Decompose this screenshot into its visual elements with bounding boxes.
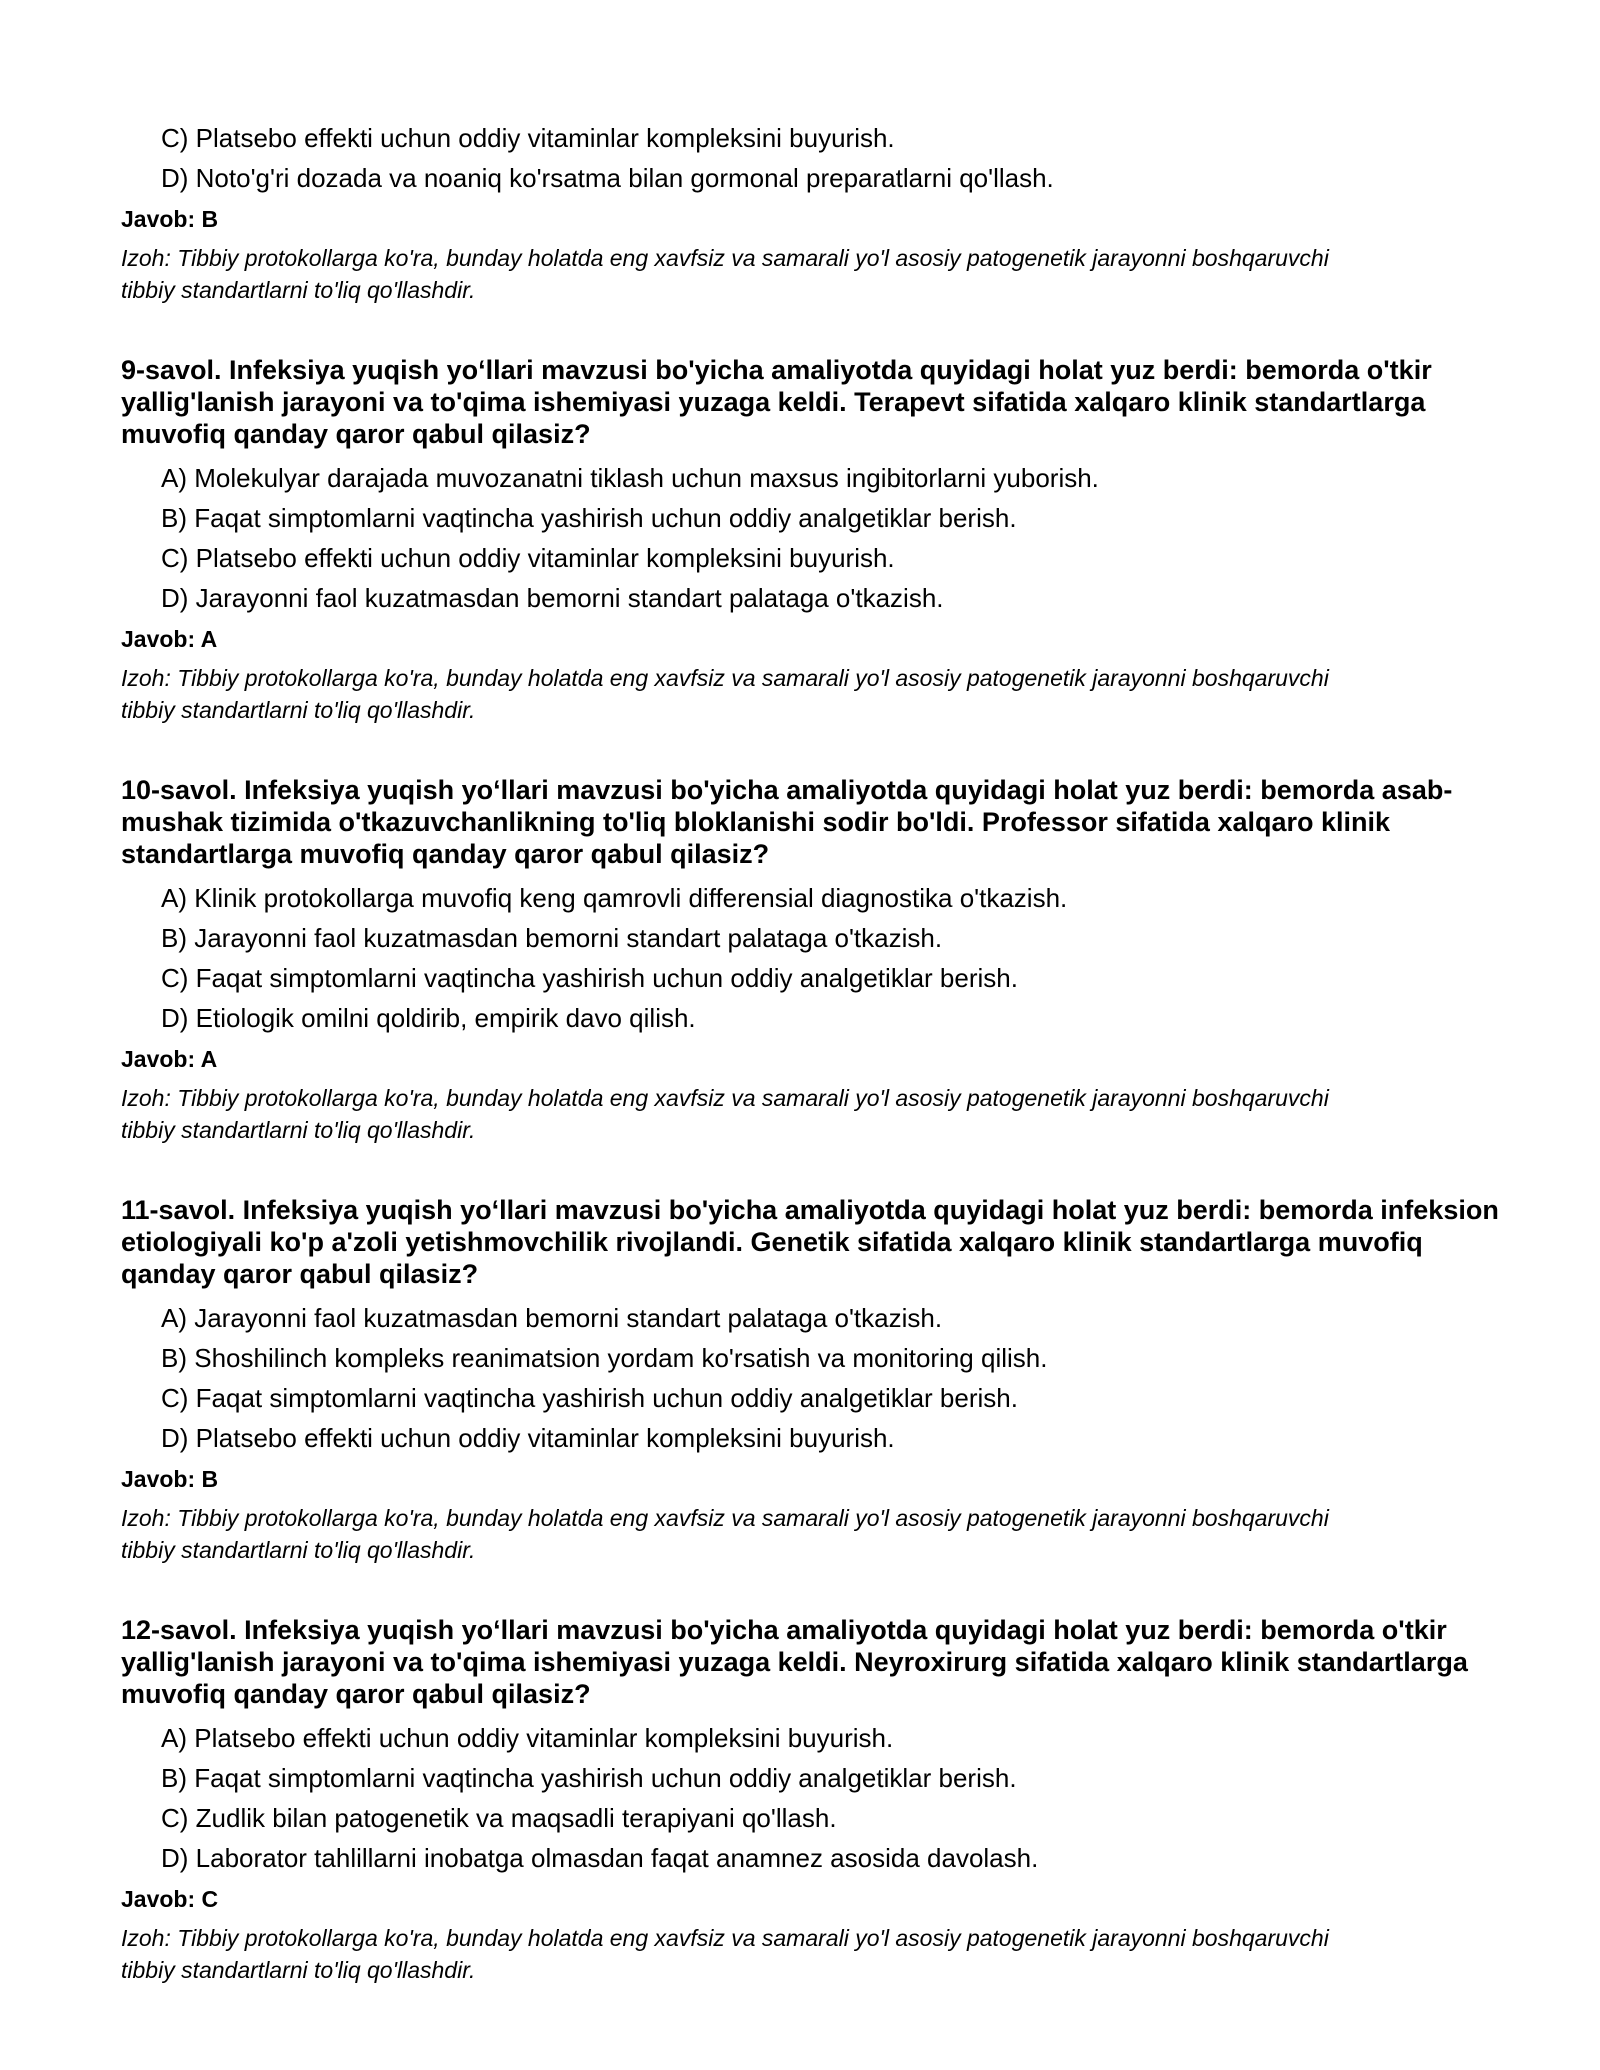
question-8-continuation: [121, 118, 1501, 306]
question-text: 11-savol. Infeksiya yuqish yo‘llari mavzusi bo'yicha amaliyotda quyidagi holat yuz berdi: bemorda infeksion etiologiyali ko'p a'zoli yetishmovchilik rivojlandi. Genetik sifatida xalqaro klinik standartlarga muvofiq qanday qaror qabul qilasiz?: [121, 1195, 1499, 1289]
explanation-note: Izoh: Tibbiy protokollarga ko'ra, bunday holatda eng xavfsiz va samarali yo'l asosiy patogenetik jarayonni boshqaruvchi tibbiy standartlarni to'liq qo'llashdir.: [121, 665, 1329, 723]
option-d: D) Etiologik omilni qoldirib, empirik davo qilish.: [161, 1003, 696, 1033]
option-a: A) Platsebo effekti uchun oddiy vitaminlar kompleksini buyurish.: [161, 1723, 894, 1753]
option-d: D) Noto'g'ri dozada va noaniq ko'rsatma bilan gormonal preparatlarni qo'llash.: [161, 163, 1054, 193]
explanation-note: Izoh: Tibbiy protokollarga ko'ra, bunday holatda eng xavfsiz va samarali yo'l asosiy patogenetik jarayonni boshqaruvchi tibbiy standartlarni to'liq qo'llashdir.: [121, 245, 1329, 303]
option-d: D) Laborator tahlillarni inobatga olmasdan faqat anamnez asosida davolash.: [161, 1843, 1039, 1873]
option-a: A) Molekulyar darajada muvozanatni tiklash uchun maxsus ingibitorlarni yuborish.: [161, 463, 1099, 493]
option-b: B) Shoshilinch kompleks reanimatsion yordam ko'rsatish va monitoring qilish.: [161, 1343, 1048, 1373]
option-c: C) Zudlik bilan patogenetik va maqsadli terapiyani qo'llash.: [161, 1803, 837, 1833]
question-9: [121, 354, 1501, 726]
explanation-note: Izoh: Tibbiy protokollarga ko'ra, bunday holatda eng xavfsiz va samarali yo'l asosiy patogenetik jarayonni boshqaruvchi tibbiy standartlarni to'liq qo'llashdir.: [121, 1085, 1329, 1143]
explanation-note: Izoh: Tibbiy protokollarga ko'ra, bunday holatda eng xavfsiz va samarali yo'l asosiy patogenetik jarayonni boshqaruvchi tibbiy standartlarni to'liq qo'llashdir.: [121, 1925, 1329, 1983]
answer-label: Javob: A: [121, 626, 218, 652]
option-c: C) Faqat simptomlarni vaqtincha yashirish uchun oddiy analgetiklar berish.: [161, 963, 1018, 993]
option-a: A) Jarayonni faol kuzatmasdan bemorni standart palataga o'tkazish.: [161, 1303, 943, 1333]
question-text: 9-savol. Infeksiya yuqish yo‘llari mavzusi bo'yicha amaliyotda quyidagi holat yuz berdi: bemorda o'tkir yallig'lanish jarayoni va to'qima ishemiyasi yuzaga keldi. Terapevt sifatida xalqaro klinik standartlarga muvofiq qanday qaror qabul qilasiz?: [121, 355, 1432, 449]
question-11: [121, 1194, 1501, 1566]
question-text: 12-savol. Infeksiya yuqish yo‘llari mavzusi bo'yicha amaliyotda quyidagi holat yuz berdi: bemorda o'tkir yallig'lanish jarayoni va to'qima ishemiyasi yuzaga keldi. Neyroxirurg sifatida xalqaro klinik standartlarga muvofiq qanday qaror qabul qilasiz?: [121, 1615, 1468, 1709]
question-text: 10-savol. Infeksiya yuqish yo‘llari mavzusi bo'yicha amaliyotda quyidagi holat yuz berdi: bemorda asab-mushak tizimida o'tkazuvchanlikning to'liq bloklanishi sodir bo'ldi. Professor sifatida xalqaro klinik standartlarga muvofiq qanday qaror qabul qilasiz?: [121, 775, 1453, 869]
option-b: B) Jarayonni faol kuzatmasdan bemorni standart palataga o'tkazish.: [161, 923, 943, 953]
question-12: [121, 1614, 1501, 1986]
document-page: [121, 118, 1501, 1986]
answer-label: Javob: C: [121, 1886, 219, 1912]
option-a: A) Klinik protokollarga muvofiq keng qamrovli differensial diagnostika o'tkazish.: [161, 883, 1068, 913]
option-c: C) Platsebo effekti uchun oddiy vitaminlar kompleksini buyurish.: [161, 123, 895, 153]
option-b: B) Faqat simptomlarni vaqtincha yashirish uchun oddiy analgetiklar berish.: [161, 1763, 1017, 1793]
answer-label: Javob: B: [121, 1466, 219, 1492]
option-c: C) Platsebo effekti uchun oddiy vitaminlar kompleksini buyurish.: [161, 543, 895, 573]
option-d: D) Platsebo effekti uchun oddiy vitaminlar kompleksini buyurish.: [161, 1423, 895, 1453]
question-10: [121, 774, 1501, 1146]
option-b: B) Faqat simptomlarni vaqtincha yashirish uchun oddiy analgetiklar berish.: [161, 503, 1017, 533]
answer-label: Javob: A: [121, 1046, 218, 1072]
option-d: D) Jarayonni faol kuzatmasdan bemorni standart palataga o'tkazish.: [161, 583, 944, 613]
explanation-note: Izoh: Tibbiy protokollarga ko'ra, bunday holatda eng xavfsiz va samarali yo'l asosiy patogenetik jarayonni boshqaruvchi tibbiy standartlarni to'liq qo'llashdir.: [121, 1505, 1329, 1563]
option-c: C) Faqat simptomlarni vaqtincha yashirish uchun oddiy analgetiklar berish.: [161, 1383, 1018, 1413]
answer-label: Javob: B: [121, 206, 219, 232]
